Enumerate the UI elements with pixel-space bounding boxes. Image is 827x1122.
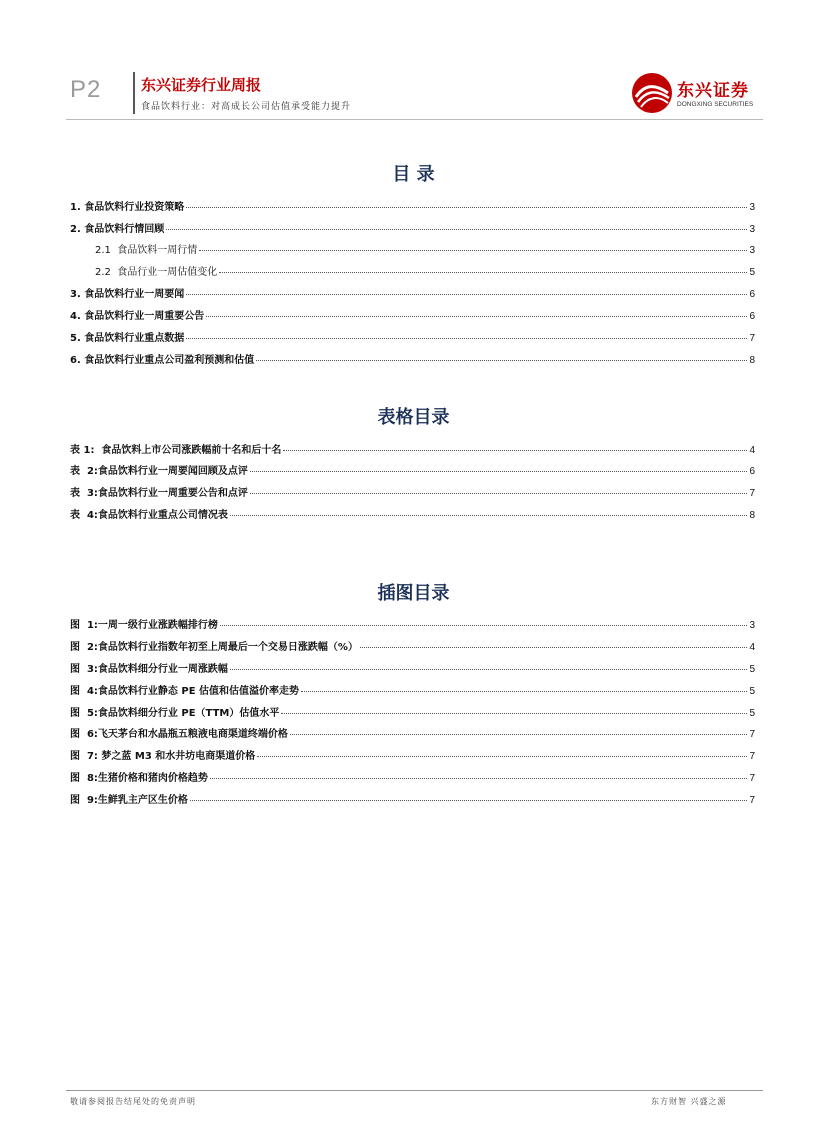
footer-rule bbox=[66, 1090, 763, 1091]
toc-item[interactable] bbox=[70, 307, 755, 325]
figure-list-item-label: 图 3:食品饮料细分行业一周涨跌幅 bbox=[70, 664, 228, 675]
toc-leader bbox=[206, 316, 747, 317]
page-number: P2 bbox=[70, 76, 102, 103]
toc-item-label: 4. 食品饮料行业一周重要公告 bbox=[70, 311, 205, 322]
figure-list-item-label: 图 7: 梦之蓝 M3 和水井坊电商渠道价格 bbox=[70, 751, 256, 762]
logo-text-en: DONGXING SECURITIES bbox=[677, 101, 754, 108]
toc-leader bbox=[360, 647, 747, 648]
toc-item-page: 6 bbox=[749, 311, 755, 322]
toc-item[interactable] bbox=[70, 285, 755, 303]
footer-slogan: 东方财智 兴盛之源 bbox=[651, 1097, 727, 1106]
toc-leader bbox=[301, 691, 747, 692]
table-list-item[interactable] bbox=[70, 462, 755, 480]
toc-item[interactable] bbox=[70, 351, 755, 369]
table-list-item[interactable] bbox=[70, 484, 755, 502]
toc-leader bbox=[186, 207, 747, 208]
figure-list-item[interactable] bbox=[70, 638, 755, 656]
toc-leader bbox=[186, 338, 747, 339]
toc-leader bbox=[283, 450, 747, 451]
toc-leader bbox=[250, 471, 748, 472]
table-list-item-page: 6 bbox=[749, 466, 755, 477]
toc-item-page: 5 bbox=[749, 267, 755, 278]
logo-emblem-icon bbox=[630, 71, 674, 115]
figure-list-item-label: 图 8:生猪价格和猪肉价格趋势 bbox=[70, 773, 208, 784]
table-list-item-page: 7 bbox=[749, 488, 755, 499]
figure-list-item-page: 7 bbox=[749, 773, 755, 784]
toc-item-page: 3 bbox=[749, 245, 755, 256]
table-list-item-label: 表 1: 食品饮料上市公司涨跌幅前十名和后十名 bbox=[70, 445, 282, 456]
toc-item-label: 2.2 食品行业一周估值变化 bbox=[95, 267, 218, 278]
toc-leader bbox=[281, 713, 747, 714]
figure-list-item-page: 3 bbox=[749, 620, 755, 631]
header-rule bbox=[66, 119, 763, 120]
header-divider bbox=[133, 72, 135, 114]
company-logo bbox=[630, 71, 760, 115]
toc-item-page: 3 bbox=[749, 202, 755, 213]
figure-list-item[interactable] bbox=[70, 747, 755, 765]
figure-list-item-page: 5 bbox=[749, 686, 755, 697]
toc-item-label: 5. 食品饮料行业重点数据 bbox=[70, 333, 185, 344]
toc-leader bbox=[290, 734, 748, 735]
table-list-item-label: 表 2:食品饮料行业一周要闻回顾及点评 bbox=[70, 466, 248, 477]
toc-subitem[interactable] bbox=[95, 241, 755, 259]
report-subtitle: 食品饮料行业：对高成长公司估值承受能力提升 bbox=[141, 102, 352, 112]
toc-leader bbox=[210, 778, 748, 779]
figure-list-title: 插图目录 bbox=[377, 583, 450, 604]
toc-item[interactable] bbox=[70, 198, 755, 216]
figure-list-item-page: 5 bbox=[749, 664, 755, 675]
toc-item-page: 3 bbox=[749, 224, 755, 235]
figure-list-item-label: 图 9:生鲜乳主产区生价格 bbox=[70, 795, 188, 806]
toc-item-label: 2.1 食品饮料一周行情 bbox=[95, 245, 198, 256]
toc-leader bbox=[186, 294, 747, 295]
toc-item[interactable] bbox=[70, 329, 755, 347]
table-list-item[interactable] bbox=[70, 506, 755, 524]
toc-item-page: 7 bbox=[749, 333, 755, 344]
table-list-item-page: 8 bbox=[749, 510, 755, 521]
logo-text-cn: 东兴证券 bbox=[677, 81, 749, 101]
figure-list-item[interactable] bbox=[70, 682, 755, 700]
figure-list-item-label: 图 6:飞天茅台和水晶瓶五粮液电商渠道终端价格 bbox=[70, 729, 288, 740]
figure-list-item-page: 5 bbox=[749, 708, 755, 719]
toc-title: 目 录 bbox=[392, 164, 435, 185]
toc-item-label: 6. 食品饮料行业重点公司盈利预测和估值 bbox=[70, 355, 255, 366]
figure-list-item[interactable] bbox=[70, 791, 755, 809]
toc-item[interactable] bbox=[70, 220, 755, 238]
toc-leader bbox=[256, 360, 747, 361]
figure-list-item-label: 图 2:食品饮料行业指数年初至上周最后一个交易日涨跌幅（%） bbox=[70, 642, 358, 653]
toc-leader bbox=[220, 625, 748, 626]
toc-leader bbox=[250, 493, 748, 494]
table-list-item-label: 表 4:食品饮料行业重点公司情况表 bbox=[70, 510, 228, 521]
table-list-item-label: 表 3:食品饮料行业一周重要公告和点评 bbox=[70, 488, 248, 499]
toc-leader bbox=[190, 800, 748, 801]
report-series-title: 东兴证券行业周报 bbox=[141, 76, 262, 94]
figure-list-item[interactable] bbox=[70, 725, 755, 743]
toc-leader bbox=[230, 669, 748, 670]
figure-list-item-label: 图 4:食品饮料行业静态 PE 估值和估值溢价率走势 bbox=[70, 686, 300, 697]
figure-list-item-page: 4 bbox=[749, 642, 755, 653]
footer-disclaimer-note: 敬请参阅报告结尾处的免责声明 bbox=[70, 1097, 196, 1106]
figure-list-item[interactable] bbox=[70, 616, 755, 634]
toc-item-label: 2. 食品饮料行情回顾 bbox=[70, 224, 165, 235]
toc-leader bbox=[257, 756, 747, 757]
table-list-title: 表格目录 bbox=[377, 407, 450, 428]
figure-list-item-page: 7 bbox=[749, 751, 755, 762]
figure-list-item-label: 图 1:一周一级行业涨跌幅排行榜 bbox=[70, 620, 218, 631]
toc-item-label: 1. 食品饮料行业投资策略 bbox=[70, 202, 185, 213]
table-list-item[interactable] bbox=[70, 441, 755, 459]
figure-list-item-page: 7 bbox=[749, 729, 755, 740]
figure-list-item[interactable] bbox=[70, 660, 755, 678]
table-list-item-page: 4 bbox=[749, 445, 755, 456]
toc-subitem[interactable] bbox=[95, 263, 755, 281]
figure-list-item[interactable] bbox=[70, 769, 755, 787]
toc-leader bbox=[166, 229, 747, 230]
toc-item-page: 8 bbox=[749, 355, 755, 366]
toc-leader bbox=[199, 250, 747, 251]
toc-item-page: 6 bbox=[749, 289, 755, 300]
toc-item-label: 3. 食品饮料行业一周要闻 bbox=[70, 289, 185, 300]
figure-list-item-page: 7 bbox=[749, 795, 755, 806]
toc-leader bbox=[230, 515, 748, 516]
toc-leader bbox=[219, 272, 747, 273]
figure-list-item-label: 图 5:食品饮料细分行业 PE（TTM）估值水平 bbox=[70, 708, 280, 719]
figure-list-item[interactable] bbox=[70, 704, 755, 722]
